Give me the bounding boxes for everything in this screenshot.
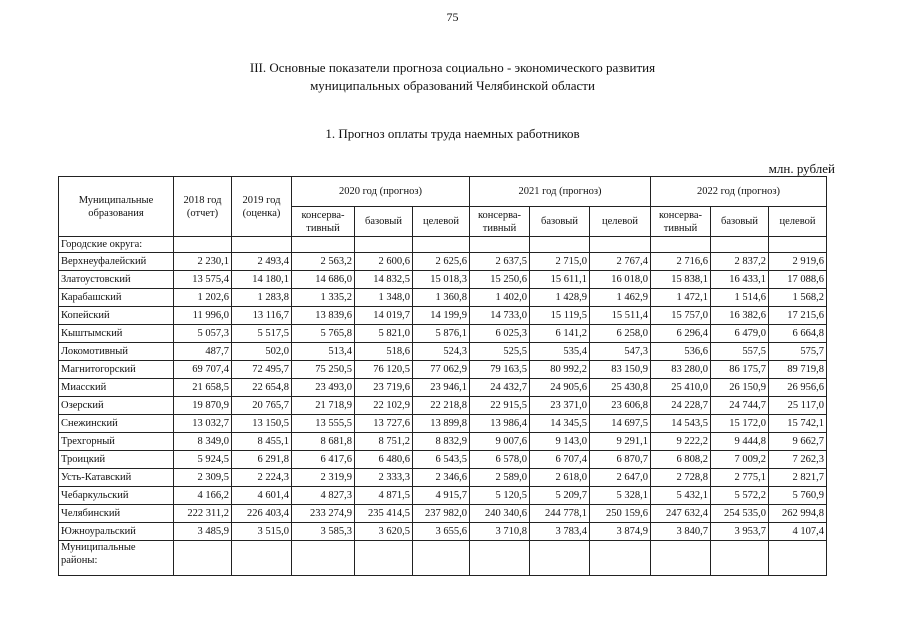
value-cell: 19 870,9 (174, 397, 232, 415)
header-2021-base: базовый (530, 207, 590, 237)
header-2018: 2018 год (отчет) (174, 177, 232, 237)
value-cell: 9 662,7 (769, 433, 827, 451)
value-cell: 222 311,2 (174, 505, 232, 523)
value-cell: 518,6 (355, 343, 413, 361)
value-cell: 3 655,6 (413, 523, 470, 541)
value-cell: 3 585,3 (292, 523, 355, 541)
value-cell: 4 827,3 (292, 487, 355, 505)
value-cell: 20 765,7 (232, 397, 292, 415)
municipality-name: Магнитогорский (59, 361, 174, 379)
value-cell: 547,3 (590, 343, 651, 361)
value-cell: 5 120,5 (470, 487, 530, 505)
header-2020-conservative: консерва-тивный (292, 207, 355, 237)
table-row (59, 523, 827, 541)
municipality-name: Верхнеуфалейский (59, 253, 174, 271)
value-cell: 2 493,4 (232, 253, 292, 271)
value-cell: 2 625,6 (413, 253, 470, 271)
table-row (59, 487, 827, 505)
municipality-name: Южноуральский (59, 523, 174, 541)
value-cell: 1 514,6 (711, 289, 769, 307)
value-cell: 2 837,2 (711, 253, 769, 271)
value-cell: 25 117,0 (769, 397, 827, 415)
value-cell: 23 946,1 (413, 379, 470, 397)
table-row (59, 469, 827, 487)
table-row (59, 397, 827, 415)
value-cell: 24 228,7 (651, 397, 711, 415)
value-cell: 2 637,5 (470, 253, 530, 271)
value-cell: 14 733,0 (470, 307, 530, 325)
value-cell: 26 150,9 (711, 379, 769, 397)
value-cell: 14 345,5 (530, 415, 590, 433)
value-cell: 2 309,5 (174, 469, 232, 487)
value-cell: 9 143,0 (530, 433, 590, 451)
table-row (59, 433, 827, 451)
municipality-name: Локомотивный (59, 343, 174, 361)
value-cell: 14 697,5 (590, 415, 651, 433)
value-cell: 4 601,4 (232, 487, 292, 505)
municipality-name: Трехгорный (59, 433, 174, 451)
value-cell: 5 821,0 (355, 325, 413, 343)
value-cell: 23 371,0 (530, 397, 590, 415)
value-cell: 8 455,1 (232, 433, 292, 451)
value-cell: 13 555,5 (292, 415, 355, 433)
header-2021-conservative: консерва-тивный (470, 207, 530, 237)
value-cell: 244 778,1 (530, 505, 590, 523)
value-cell: 13 116,7 (232, 307, 292, 325)
table-row (59, 253, 827, 271)
value-cell: 5 572,2 (711, 487, 769, 505)
value-cell: 9 007,6 (470, 433, 530, 451)
value-cell: 7 009,2 (711, 451, 769, 469)
table-row (59, 307, 827, 325)
value-cell: 16 382,6 (711, 307, 769, 325)
value-cell: 536,6 (651, 343, 711, 361)
value-cell: 262 994,8 (769, 505, 827, 523)
table-row (59, 451, 827, 469)
value-cell: 2 600,6 (355, 253, 413, 271)
value-cell: 13 727,6 (355, 415, 413, 433)
value-cell: 15 172,0 (711, 415, 769, 433)
value-cell: 3 840,7 (651, 523, 711, 541)
value-cell: 235 414,5 (355, 505, 413, 523)
value-cell: 524,3 (413, 343, 470, 361)
value-cell: 4 871,5 (355, 487, 413, 505)
value-cell: 6 870,7 (590, 451, 651, 469)
value-cell: 13 986,4 (470, 415, 530, 433)
value-cell: 9 444,8 (711, 433, 769, 451)
value-cell: 6 296,4 (651, 325, 711, 343)
value-cell: 3 515,0 (232, 523, 292, 541)
table-row (59, 343, 827, 361)
value-cell: 13 899,8 (413, 415, 470, 433)
value-cell: 1 283,8 (232, 289, 292, 307)
value-cell: 5 209,7 (530, 487, 590, 505)
value-cell: 6 808,2 (651, 451, 711, 469)
value-cell: 2 821,7 (769, 469, 827, 487)
header-2020-target: целевой (413, 207, 470, 237)
value-cell: 2 589,0 (470, 469, 530, 487)
value-cell: 15 611,1 (530, 271, 590, 289)
value-cell: 1 402,0 (470, 289, 530, 307)
value-cell: 6 025,3 (470, 325, 530, 343)
municipality-name: Миасский (59, 379, 174, 397)
value-cell: 14 686,0 (292, 271, 355, 289)
value-cell: 16 433,1 (711, 271, 769, 289)
value-cell: 14 199,9 (413, 307, 470, 325)
value-cell: 11 996,0 (174, 307, 232, 325)
value-cell: 4 107,4 (769, 523, 827, 541)
value-cell: 21 658,5 (174, 379, 232, 397)
header-2019: 2019 год (оценка) (232, 177, 292, 237)
value-cell: 83 280,0 (651, 361, 711, 379)
table-row (59, 379, 827, 397)
value-cell: 4 166,2 (174, 487, 232, 505)
value-cell: 3 783,4 (530, 523, 590, 541)
value-cell: 240 340,6 (470, 505, 530, 523)
header-2022-target: целевой (769, 207, 827, 237)
value-cell: 5 517,5 (232, 325, 292, 343)
value-cell: 23 606,8 (590, 397, 651, 415)
value-cell: 14 832,5 (355, 271, 413, 289)
value-cell: 13 032,7 (174, 415, 232, 433)
table-row (59, 415, 827, 433)
value-cell: 15 742,1 (769, 415, 827, 433)
value-cell: 3 953,7 (711, 523, 769, 541)
value-cell: 23 493,0 (292, 379, 355, 397)
value-cell: 1 335,2 (292, 289, 355, 307)
value-cell: 15 119,5 (530, 307, 590, 325)
value-cell: 557,5 (711, 343, 769, 361)
page-number: 75 (446, 10, 459, 24)
value-cell: 6 258,0 (590, 325, 651, 343)
table-row (59, 325, 827, 343)
value-cell: 23 719,6 (355, 379, 413, 397)
value-cell: 535,4 (530, 343, 590, 361)
value-cell: 2 716,6 (651, 253, 711, 271)
value-cell: 254 535,0 (711, 505, 769, 523)
table-row (59, 505, 827, 523)
value-cell: 15 250,6 (470, 271, 530, 289)
value-cell: 6 291,8 (232, 451, 292, 469)
municipality-name: Кыштымский (59, 325, 174, 343)
wage-forecast-table (58, 176, 827, 576)
value-cell: 5 432,1 (651, 487, 711, 505)
value-cell: 13 150,5 (232, 415, 292, 433)
municipality-name: Златоустовский (59, 271, 174, 289)
value-cell: 250 159,6 (590, 505, 651, 523)
value-cell: 24 905,6 (530, 379, 590, 397)
value-cell: 9 291,1 (590, 433, 651, 451)
header-2022-base: базовый (711, 207, 769, 237)
value-cell: 14 180,1 (232, 271, 292, 289)
municipality-name: Копейский (59, 307, 174, 325)
value-cell: 8 681,8 (292, 433, 355, 451)
table-subtitle: 1. Прогноз оплаты труда наемных работников (325, 126, 580, 141)
value-cell: 6 417,6 (292, 451, 355, 469)
value-cell: 5 876,1 (413, 325, 470, 343)
header-2020: 2020 год (прогноз) (292, 177, 470, 207)
municipality-name: Усть-Катавский (59, 469, 174, 487)
value-cell: 5 057,3 (174, 325, 232, 343)
value-cell: 76 120,5 (355, 361, 413, 379)
value-cell: 24 744,7 (711, 397, 769, 415)
value-cell: 2 618,0 (530, 469, 590, 487)
value-cell: 86 175,7 (711, 361, 769, 379)
value-cell: 1 568,2 (769, 289, 827, 307)
table-row (59, 289, 827, 307)
value-cell: 26 956,6 (769, 379, 827, 397)
value-cell: 3 485,9 (174, 523, 232, 541)
value-cell: 7 262,3 (769, 451, 827, 469)
value-cell: 2 728,8 (651, 469, 711, 487)
value-cell: 233 274,9 (292, 505, 355, 523)
value-cell: 13 839,6 (292, 307, 355, 325)
value-cell: 6 141,2 (530, 325, 590, 343)
value-cell: 21 718,9 (292, 397, 355, 415)
value-cell: 83 150,9 (590, 361, 651, 379)
value-cell: 80 992,2 (530, 361, 590, 379)
table-row (59, 361, 827, 379)
value-cell: 75 250,5 (292, 361, 355, 379)
value-cell: 1 202,6 (174, 289, 232, 307)
value-cell: 2 230,1 (174, 253, 232, 271)
value-cell: 17 088,6 (769, 271, 827, 289)
value-cell: 69 707,4 (174, 361, 232, 379)
value-cell: 575,7 (769, 343, 827, 361)
value-cell: 1 348,0 (355, 289, 413, 307)
value-cell: 25 410,0 (651, 379, 711, 397)
value-cell: 6 578,0 (470, 451, 530, 469)
value-cell: 79 163,5 (470, 361, 530, 379)
value-cell: 487,7 (174, 343, 232, 361)
value-cell: 14 543,5 (651, 415, 711, 433)
value-cell: 2 775,1 (711, 469, 769, 487)
value-cell: 15 838,1 (651, 271, 711, 289)
value-cell: 2 647,0 (590, 469, 651, 487)
value-cell: 226 403,4 (232, 505, 292, 523)
value-cell: 13 575,4 (174, 271, 232, 289)
header-municipality: Муниципальные образования (59, 177, 174, 237)
value-cell: 77 062,9 (413, 361, 470, 379)
value-cell: 1 472,1 (651, 289, 711, 307)
value-cell: 3 620,5 (355, 523, 413, 541)
header-2020-base: базовый (355, 207, 413, 237)
value-cell: 5 924,5 (174, 451, 232, 469)
value-cell: 5 328,1 (590, 487, 651, 505)
value-cell: 16 018,0 (590, 271, 651, 289)
value-cell: 22 654,8 (232, 379, 292, 397)
value-cell: 2 346,6 (413, 469, 470, 487)
header-2021: 2021 год (прогноз) (470, 177, 651, 207)
value-cell: 5 765,8 (292, 325, 355, 343)
value-cell: 22 102,9 (355, 397, 413, 415)
section-title-line1: III. Основные показатели прогноза социально - экономического развития (249, 60, 656, 75)
value-cell: 1 360,8 (413, 289, 470, 307)
value-cell: 22 218,8 (413, 397, 470, 415)
value-cell: 14 019,7 (355, 307, 413, 325)
value-cell: 1 428,9 (530, 289, 590, 307)
group-municipal-districts: Муниципальные районы: (59, 541, 174, 576)
value-cell: 3 874,9 (590, 523, 651, 541)
value-cell: 2 563,2 (292, 253, 355, 271)
value-cell: 2 224,3 (232, 469, 292, 487)
value-cell: 513,4 (292, 343, 355, 361)
value-cell: 4 915,7 (413, 487, 470, 505)
header-2021-target: целевой (590, 207, 651, 237)
value-cell: 6 480,6 (355, 451, 413, 469)
section-title-line2: муниципальных образований Челябинской области (310, 78, 595, 93)
value-cell: 15 511,4 (590, 307, 651, 325)
value-cell: 15 757,0 (651, 307, 711, 325)
municipality-name: Озерский (59, 397, 174, 415)
value-cell: 8 832,9 (413, 433, 470, 451)
group-urban-districts: Городские округа: (59, 237, 174, 253)
value-cell: 6 543,5 (413, 451, 470, 469)
municipality-name: Снежинский (59, 415, 174, 433)
table-row (59, 271, 827, 289)
value-cell: 1 462,9 (590, 289, 651, 307)
value-cell: 2 919,6 (769, 253, 827, 271)
value-cell: 15 018,3 (413, 271, 470, 289)
value-cell: 6 707,4 (530, 451, 590, 469)
municipality-name: Челябинский (59, 505, 174, 523)
header-2022: 2022 год (прогноз) (651, 177, 827, 207)
value-cell: 6 479,0 (711, 325, 769, 343)
value-cell: 237 982,0 (413, 505, 470, 523)
value-cell: 17 215,6 (769, 307, 827, 325)
value-cell: 502,0 (232, 343, 292, 361)
value-cell: 2 715,0 (530, 253, 590, 271)
value-cell: 8 349,0 (174, 433, 232, 451)
municipality-name: Троицкий (59, 451, 174, 469)
header-2022-conservative: консерва-тивный (651, 207, 711, 237)
value-cell: 8 751,2 (355, 433, 413, 451)
value-cell: 247 632,4 (651, 505, 711, 523)
value-cell: 72 495,7 (232, 361, 292, 379)
value-cell: 525,5 (470, 343, 530, 361)
municipality-name: Карабашский (59, 289, 174, 307)
value-cell: 89 719,8 (769, 361, 827, 379)
value-cell: 3 710,8 (470, 523, 530, 541)
value-cell: 22 915,5 (470, 397, 530, 415)
value-cell: 24 432,7 (470, 379, 530, 397)
value-cell: 25 430,8 (590, 379, 651, 397)
municipality-name: Чебаркульский (59, 487, 174, 505)
value-cell: 5 760,9 (769, 487, 827, 505)
value-cell: 2 319,9 (292, 469, 355, 487)
value-cell: 2 333,3 (355, 469, 413, 487)
value-cell: 6 664,8 (769, 325, 827, 343)
unit-label: млн. рублей (768, 161, 835, 176)
value-cell: 2 767,4 (590, 253, 651, 271)
value-cell: 9 222,2 (651, 433, 711, 451)
